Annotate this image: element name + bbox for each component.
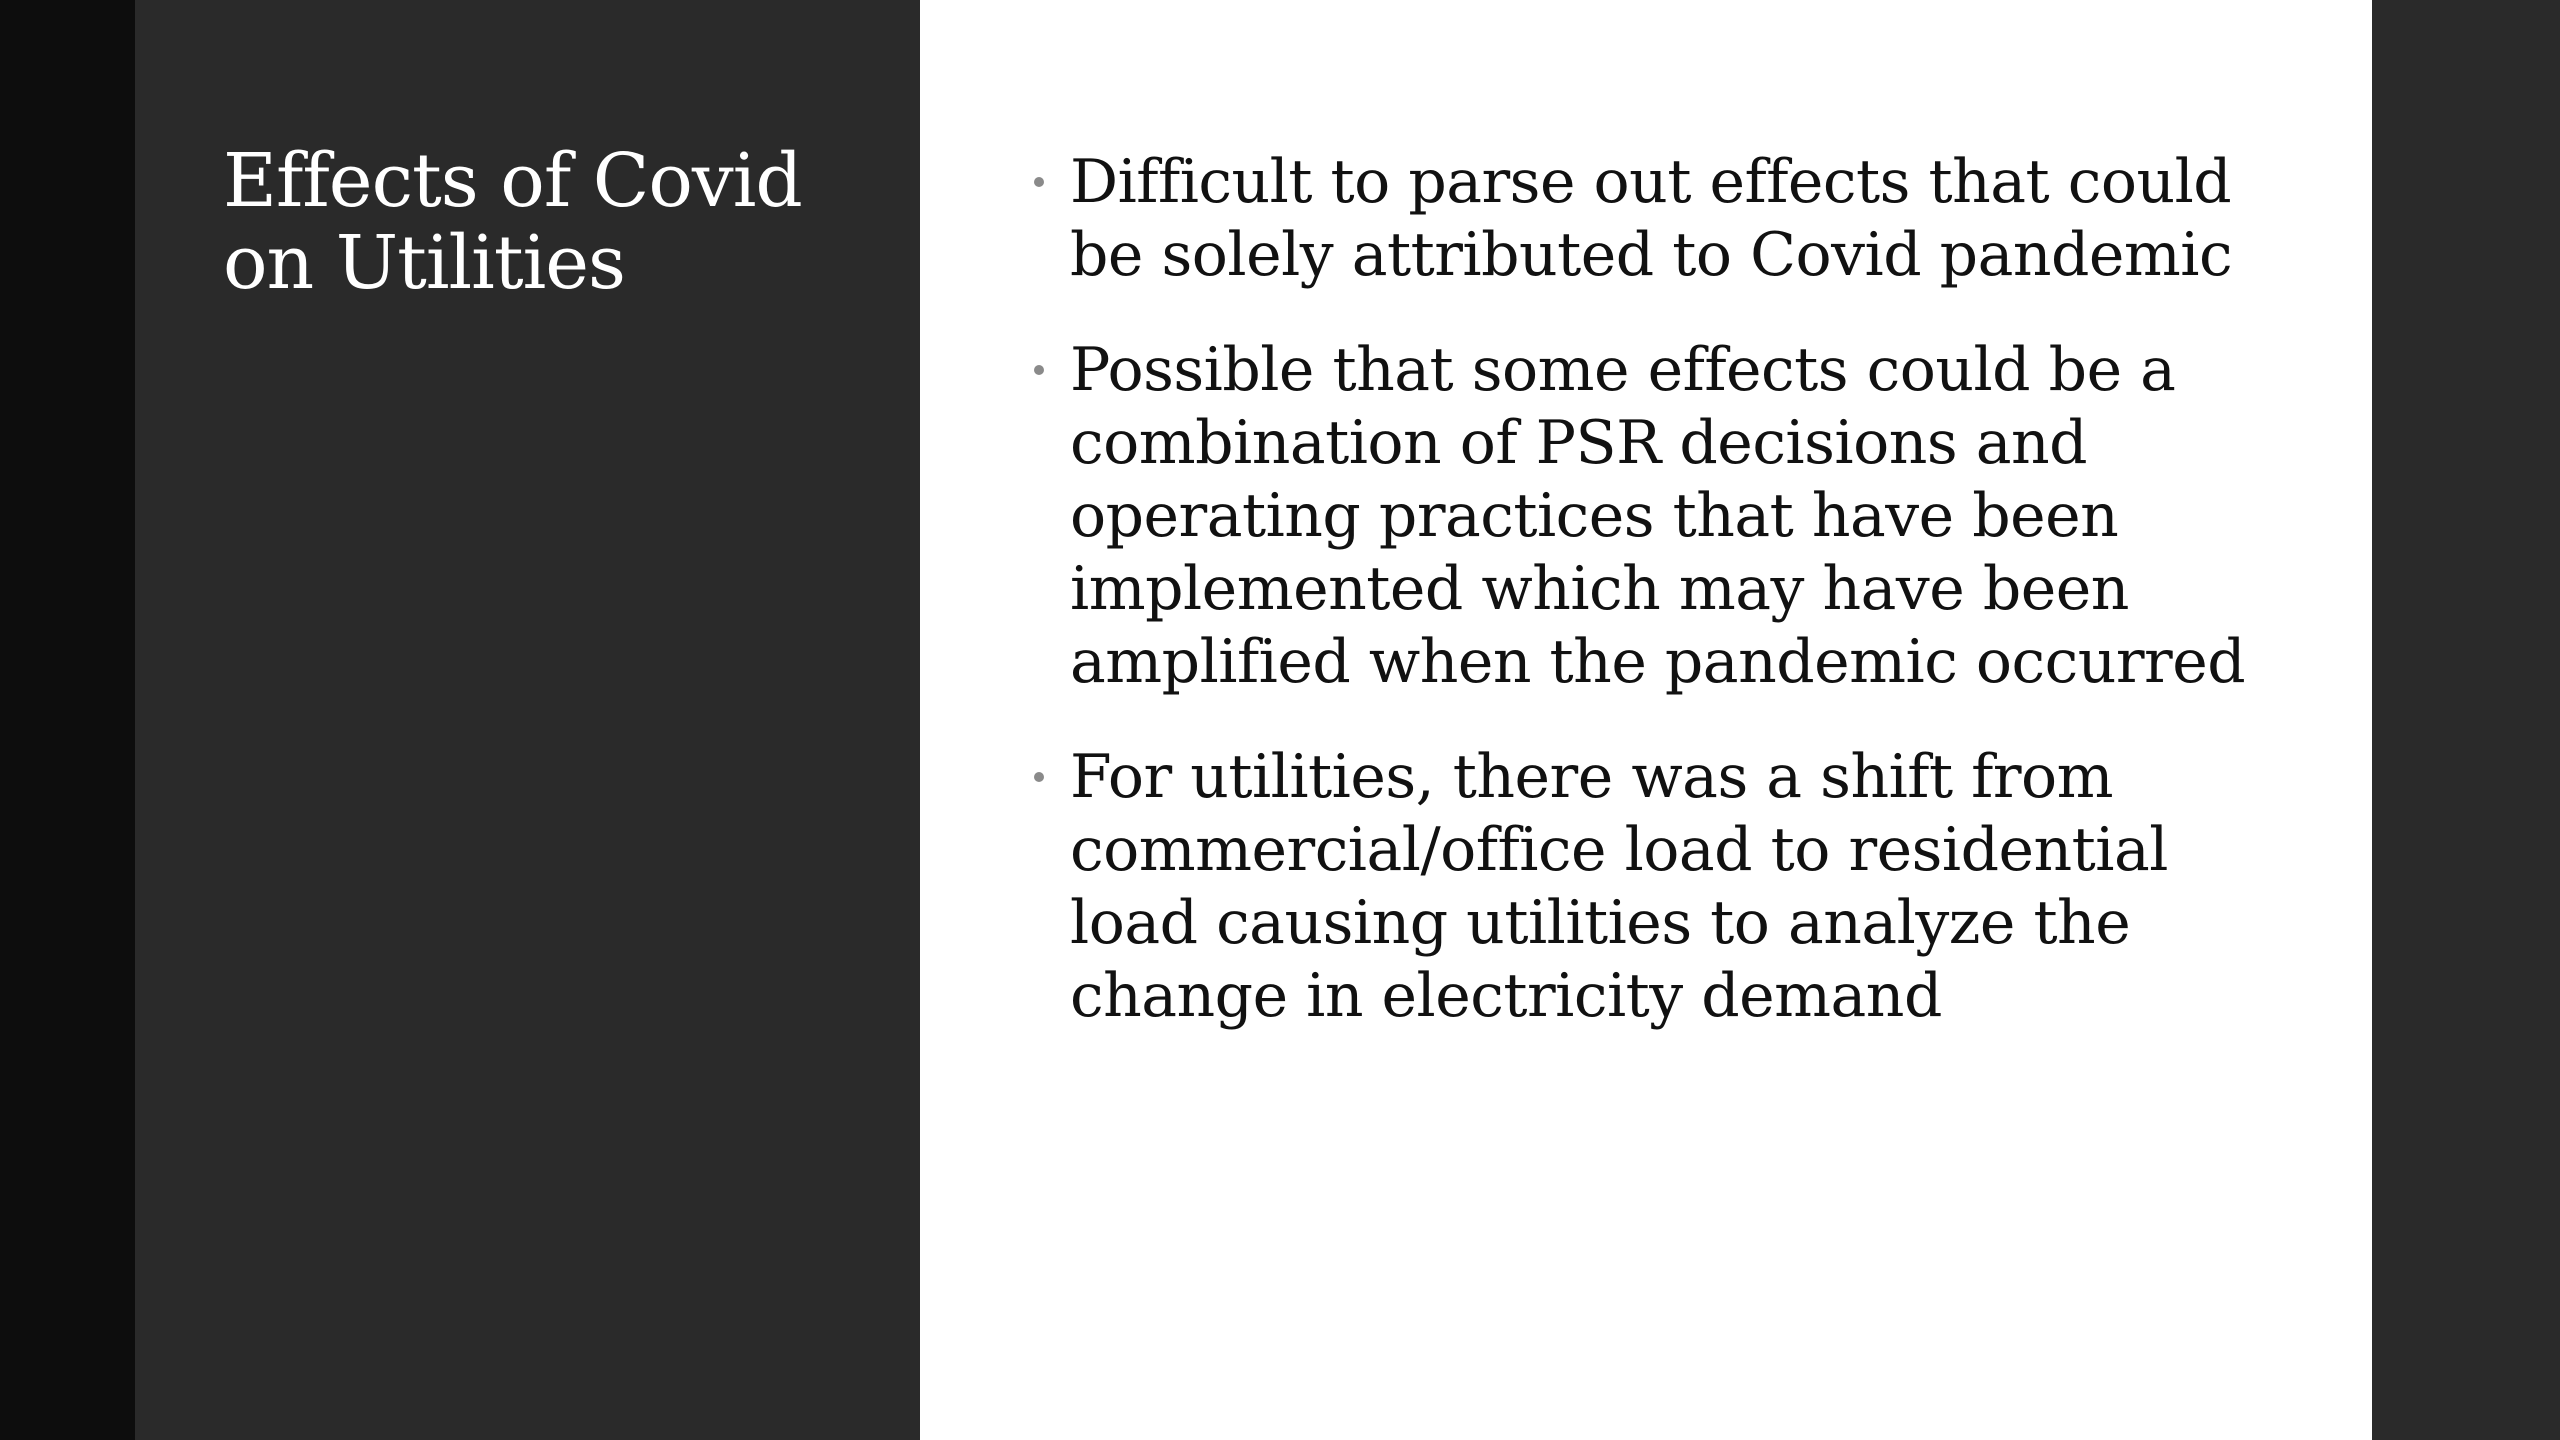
bullet-text: Difficult to parse out effects that could be solely attributed to Covid pandemic xyxy=(1070,147,2233,290)
bullet-item xyxy=(1070,146,2310,292)
title-panel xyxy=(135,0,920,1440)
bullet-item xyxy=(1070,334,2310,699)
bullet-marker-icon xyxy=(1034,772,1044,782)
bullet-marker-icon xyxy=(1034,177,1044,187)
bullet-text: Possible that some effects could be a combination of PSR decisions and operating practices that have been implemented which may have been amplified when the pandemic occurred xyxy=(1070,335,2246,697)
bullet-list xyxy=(1070,146,2310,1075)
right-decorative-strip xyxy=(2372,0,2560,1440)
bullet-marker-icon xyxy=(1034,365,1044,375)
slide-title: Effects of Covid on Utilities xyxy=(223,138,802,306)
left-decorative-strip xyxy=(0,0,135,1440)
content-panel xyxy=(920,0,2372,1440)
bullet-item xyxy=(1070,741,2310,1033)
bullet-text: For utilities, there was a shift from commercial/office load to residential load causing utilities to analyze the change in electricity demand xyxy=(1070,742,2168,1031)
